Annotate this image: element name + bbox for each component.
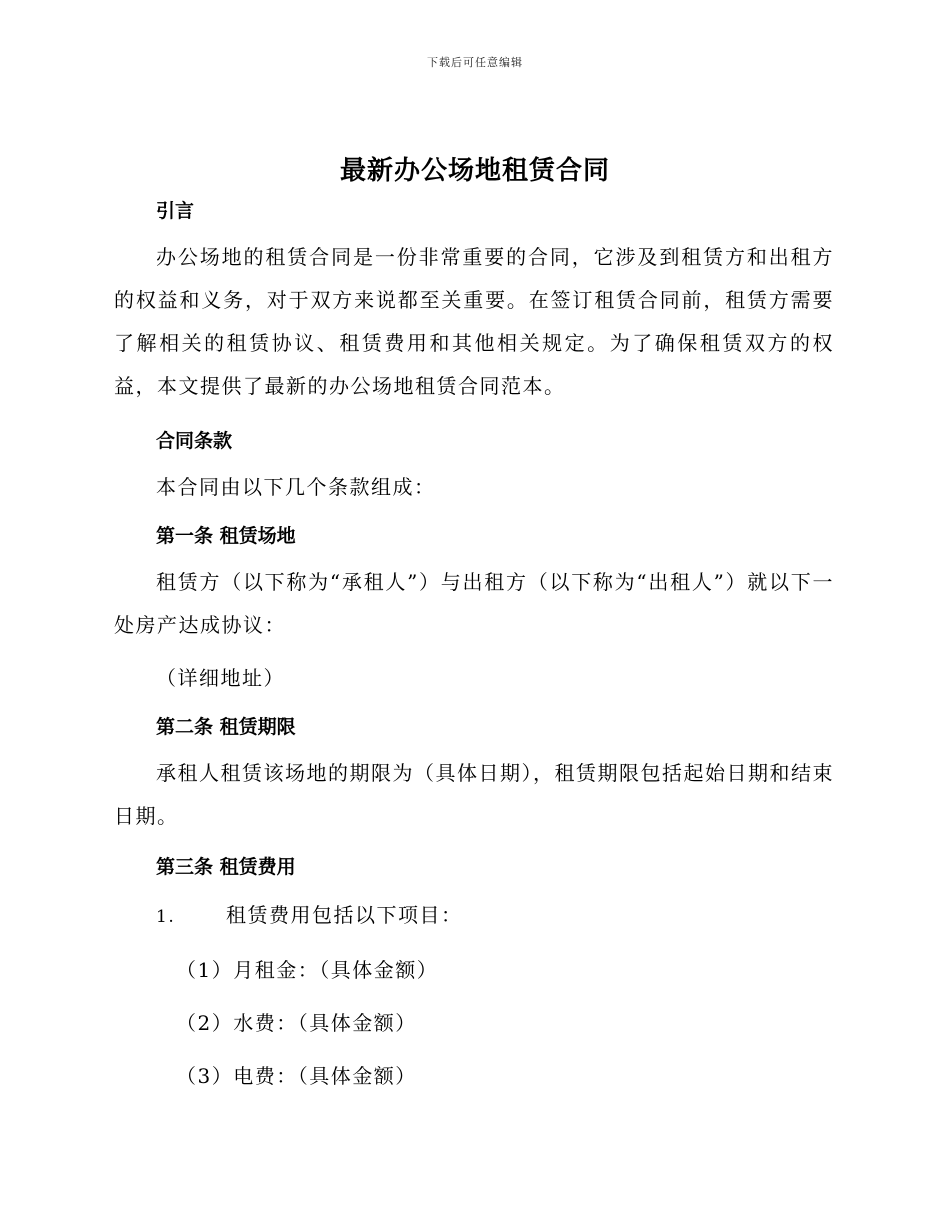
document-title: 最新办公场地租赁合同 bbox=[339, 156, 610, 186]
page-header-note: 下载后可任意编辑 bbox=[427, 56, 523, 69]
fee-list-text: 租赁费用包括以下项目： bbox=[226, 903, 463, 927]
article-2-paragraph: 承租人租赁该场地的期限为（具体日期），租赁期限包括起始日期和结束日期。 bbox=[114, 761, 834, 828]
article-3-heading: 第三条 租赁费用 bbox=[156, 856, 296, 878]
fee-list-number: 1. bbox=[156, 907, 176, 927]
article-1-heading: 第一条 租赁场地 bbox=[156, 525, 296, 547]
intro-heading: 引言 bbox=[156, 200, 195, 222]
terms-heading: 合同条款 bbox=[156, 430, 233, 452]
fee-sub-item-electricity: （3）电费：（具体金额） bbox=[176, 1064, 417, 1088]
article-2-heading: 第二条 租赁期限 bbox=[156, 716, 296, 738]
document-body bbox=[114, 194, 834, 1098]
intro-paragraph: 办公场地的租赁合同是一份非常重要的合同，它涉及到租赁方和出租方的权益和义务，对于双方来说都至关重要。在签订租赁合同前，租赁方需要了解相关的租赁协议、租赁费用和其他相关规定。为了确保租赁双方的权益，本文提供了最新的办公场地租赁合同范本。 bbox=[114, 245, 834, 398]
article-1-address: （详细地址） bbox=[156, 666, 285, 690]
terms-paragraph: 本合同由以下几个条款组成： bbox=[156, 475, 436, 499]
fee-list-item bbox=[156, 894, 834, 939]
article-1-paragraph: 租赁方（以下称为“承租人”）与出租方（以下称为“出租人”）就以下一处房产达成协议： bbox=[114, 570, 834, 637]
fee-sub-item-water: （2）水费：（具体金额） bbox=[176, 1011, 417, 1035]
fee-sub-item-rent: （1）月租金：（具体金额） bbox=[176, 958, 439, 982]
